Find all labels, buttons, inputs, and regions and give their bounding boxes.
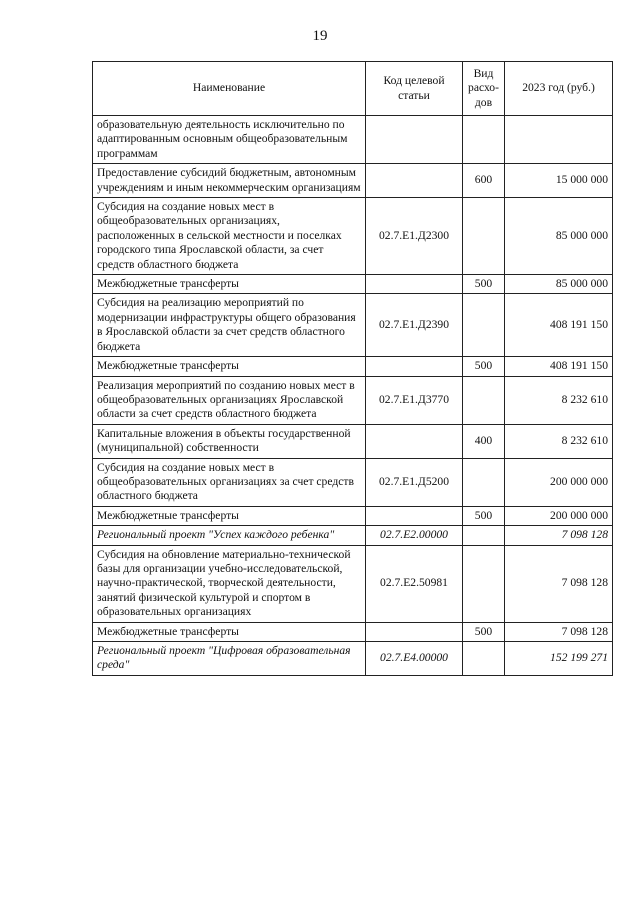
cell-name: Субсидия на создание новых мест в общеобразовательных организациях за счет средств областного бюджета [93, 458, 366, 506]
cell-type: 600 [463, 164, 505, 198]
cell-name: Региональный проект "Цифровая образовательная среда" [93, 642, 366, 676]
cell-code: 02.7.Е1.Д2390 [366, 294, 463, 357]
cell-name: образовательную деятельность исключительно по адаптированным основным общеобразовательным программам [93, 116, 366, 164]
cell-type: 500 [463, 622, 505, 641]
cell-amount [505, 116, 613, 164]
table-row [93, 164, 613, 198]
cell-type: 400 [463, 424, 505, 458]
table-row [93, 622, 613, 641]
cell-type [463, 458, 505, 506]
cell-amount: 200 000 000 [505, 506, 613, 525]
cell-code: 02.7.Е1.Д5200 [366, 458, 463, 506]
cell-amount: 200 000 000 [505, 458, 613, 506]
table-row [93, 376, 613, 424]
table-row [93, 357, 613, 376]
cell-code [366, 164, 463, 198]
cell-code [366, 424, 463, 458]
cell-name: Субсидия на реализацию мероприятий по модернизации инфраструктуры общего образования в Ярославской области за счет средств областного бюджета [93, 294, 366, 357]
page-number: 19 [312, 28, 328, 44]
cell-code [366, 506, 463, 525]
cell-code: 02.7.Е1.Д3770 [366, 376, 463, 424]
cell-code: 02.7.Е2.50981 [366, 545, 463, 622]
cell-type: 500 [463, 357, 505, 376]
cell-code [366, 275, 463, 294]
cell-code [366, 116, 463, 164]
table-row [93, 294, 613, 357]
cell-code [366, 357, 463, 376]
cell-amount: 8 232 610 [505, 376, 613, 424]
cell-type [463, 198, 505, 275]
cell-name: Субсидия на обновление материально-технической базы для организации учебно-исследовательской, научно-практической, творческой деятельности, занятий физической культурой и спортом в образовательных организациях [93, 545, 366, 622]
header-amount: 2023 год (руб.) [505, 62, 613, 116]
table-row [93, 275, 613, 294]
header-type: Вид расхо-дов [463, 62, 505, 116]
table-header-row [93, 62, 613, 116]
table-row [93, 526, 613, 545]
table-row [93, 198, 613, 275]
cell-amount: 8 232 610 [505, 424, 613, 458]
cell-name: Реализация мероприятий по созданию новых мест в общеобразовательных организациях Ярославской области за счет средств областного бюджета [93, 376, 366, 424]
table-row [93, 458, 613, 506]
cell-code: 02.7.Е4.00000 [366, 642, 463, 676]
cell-name: Предоставление субсидий бюджетным, автономным учреждениям и иным некоммерческим организациям [93, 164, 366, 198]
table-row [93, 424, 613, 458]
cell-name: Межбюджетные трансферты [93, 622, 366, 641]
cell-amount: 7 098 128 [505, 545, 613, 622]
header-code: Код целевой статьи [366, 62, 463, 116]
cell-amount: 15 000 000 [505, 164, 613, 198]
cell-amount: 85 000 000 [505, 275, 613, 294]
cell-type [463, 376, 505, 424]
cell-type [463, 116, 505, 164]
table-row [93, 116, 613, 164]
header-name: Наименование [93, 62, 366, 116]
cell-amount: 408 191 150 [505, 294, 613, 357]
cell-amount: 7 098 128 [505, 622, 613, 641]
table-row [93, 642, 613, 676]
cell-name: Капитальные вложения в объекты государственной (муниципальной) собственности [93, 424, 366, 458]
cell-name: Межбюджетные трансферты [93, 506, 366, 525]
cell-type [463, 545, 505, 622]
cell-amount: 85 000 000 [505, 198, 613, 275]
cell-amount: 7 098 128 [505, 526, 613, 545]
budget-table [92, 61, 613, 676]
cell-type [463, 294, 505, 357]
cell-name: Межбюджетные трансферты [93, 357, 366, 376]
cell-amount: 408 191 150 [505, 357, 613, 376]
table-body [93, 116, 613, 676]
cell-code: 02.7.Е2.00000 [366, 526, 463, 545]
cell-name: Региональный проект "Успех каждого ребенка" [93, 526, 366, 545]
cell-name: Межбюджетные трансферты [93, 275, 366, 294]
table-row [93, 506, 613, 525]
cell-name: Субсидия на создание новых мест в общеобразовательных организациях, расположенных в сельской местности и поселках городского типа Ярославской области, за счет средств областного бюджета [93, 198, 366, 275]
cell-code [366, 622, 463, 641]
cell-code: 02.7.Е1.Д2300 [366, 198, 463, 275]
cell-amount: 152 199 271 [505, 642, 613, 676]
cell-type [463, 526, 505, 545]
table-row [93, 545, 613, 622]
cell-type: 500 [463, 506, 505, 525]
cell-type [463, 642, 505, 676]
cell-type: 500 [463, 275, 505, 294]
